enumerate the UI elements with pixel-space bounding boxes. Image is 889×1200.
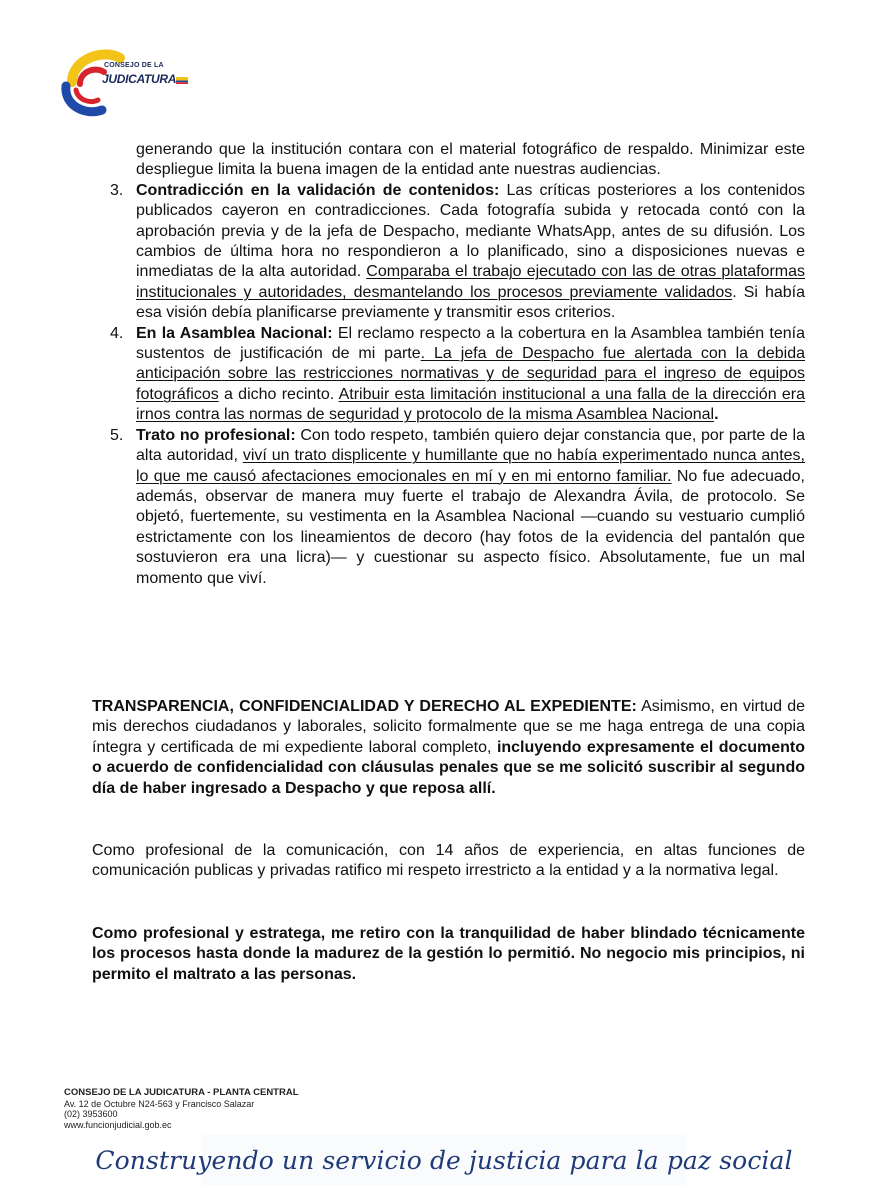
consejo-judicatura-logo: [58, 42, 190, 118]
item-text: . Si había esa visión debía planificarse previamente y transmitir esos criterios.: [136, 283, 805, 322]
numbered-list: [92, 140, 805, 589]
logo-text-line1: CONSEJO DE LA: [104, 62, 164, 69]
item-text: a dicho recinto.: [218, 385, 339, 403]
professional-paragraph: Como profesional de la comunicación, con 14 años de experiencia, en altas funciones de comunicación publicas y privadas ratifico mi respeto irrestricto a la entidad y a la normativa legal.: [92, 842, 805, 880]
item-2-continuation: generando que la institución contara con el material fotográfico de respaldo. Minimizar este despliegue limita la buena imagen de la entidad ante nuestras audiencias.: [136, 141, 805, 179]
transparency-paragraph: [92, 697, 805, 799]
underlined-text: viví un trato displicente y humillante que no había experimentado nunca antes, lo que me causó afectaciones emocionales en mí y en mi entorno familiar.: [136, 447, 805, 485]
ecuador-flag-icon: [176, 77, 188, 84]
logo-text-line2: JUDICATURA: [102, 72, 177, 86]
footer-street: Av. 12 de Octubre N24-563 y Francisco Salazar: [64, 1098, 255, 1109]
item-number: 4.: [110, 324, 124, 342]
item-title: Contradicción en la validación de contenidos:: [136, 181, 500, 199]
underlined-text: Comparaba el trabajo ejecutado con las de otras plataformas institucionales y autoridades, desmantelando los procesos previamente validados: [136, 263, 806, 301]
list-item-5: [92, 426, 805, 589]
item-number: 3.: [110, 181, 124, 199]
footer-title: CONSEJO DE LA JUDICATURA - PLANTA CENTRAL: [64, 1087, 299, 1098]
closing-paragraph: Como profesional y estratega, me retiro con la tranquilidad de haber blindado técnicamente los procesos hasta donde la madurez de la gestión lo permitió. No negocio mis principios, ni permito el maltrato a las personas.: [92, 925, 805, 983]
underlined-text: Atribuir esta limitación institucional a una falla de la dirección era irnos contra las normas de seguridad y protocolo de la misma Asamblea Nacional: [136, 385, 806, 424]
transparency-text: Asimismo, en virtud de mis derechos ciudadanos y laborales, solicito formalmente que se me haga entrega de una copia íntegra y certificada de mi expediente laboral completo,: [92, 698, 805, 756]
item-text: Las críticas posteriores a los contenidos publicados cayeron en contradicciones. Cada fotografía subida y retocada contó con la aprobación previa y de la jefa de Despacho, mediante WhatsApp, antes de su difusión. Los cambios de última hora no respondieron a lo planificado, sino a disposiciones nuevas e inmediatas de la alta autoridad.: [136, 181, 806, 281]
slogan-banner: [95, 1134, 793, 1186]
item-text: El reclamo respecto a la cobertura en la Asamblea también tenía sustentos de justificación de mi parte: [136, 324, 805, 363]
item-text: .: [714, 406, 719, 424]
list-item-3: [92, 181, 805, 324]
item-text: No fue adecuado, además, observar de manera muy fuerte el trabajo de Alexandra Ávila, de protocolo. Se objetó, fuertemente, su vestimenta en la Asamblea Nacional —cuando su vestuario cumplió estrictamente con los lineamientos de decoro (hay fotos de la evidencia del pantalón que sostuvieron era una licra)— y cuestionar su aspecto físico. Absolutamente, fue un mal momento que viví.: [136, 467, 806, 587]
item-title: En la Asamblea Nacional:: [136, 324, 333, 342]
footer-address: [64, 1088, 364, 1130]
underlined-text: . La jefa de Despacho fue alertada con la debida anticipación sobre las restricciones normativas y de seguridad para el ingreso de equipos fotográficos: [136, 345, 806, 403]
transparency-title: TRANSPARENCIA, CONFIDENCIALIDAD Y DERECHO AL EXPEDIENTE:: [92, 698, 637, 715]
slogan-text: Construyendo un servicio de justicia para la paz social: [95, 1145, 793, 1175]
footer-website: www.funcionjudicial.gob.ec: [64, 1119, 172, 1130]
item-title: Trato no profesional:: [136, 426, 296, 444]
transparency-bold-text: incluyendo expresamente el documento o acuerdo de confidencialidad con cláusulas penales que se me solicitó suscribir al segundo día de haber ingresado a Despacho y que reposa allí.: [92, 738, 806, 797]
list-item-4: [92, 324, 805, 426]
footer-phone: (02) 3953600: [64, 1109, 118, 1119]
item-number: 5.: [110, 426, 124, 444]
item-text: Con todo respeto, también quiero dejar constancia que, por parte de la alta autoridad,: [136, 426, 805, 465]
